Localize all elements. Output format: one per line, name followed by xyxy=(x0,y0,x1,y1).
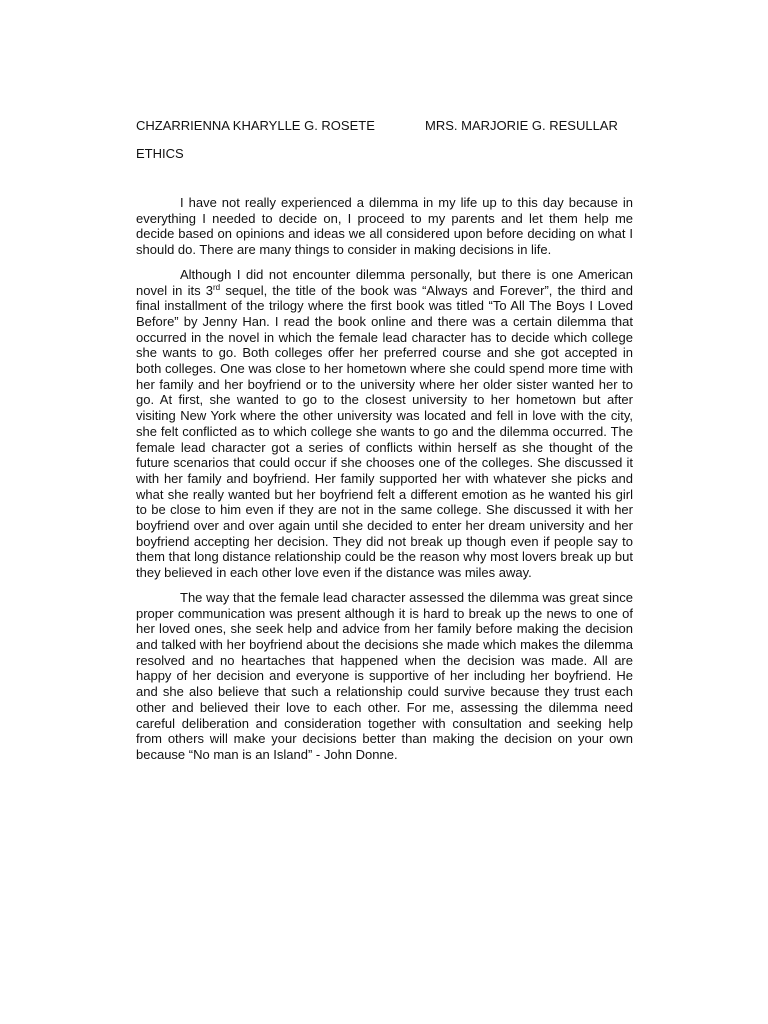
essay-body xyxy=(136,195,633,772)
paragraph-2 xyxy=(136,267,633,581)
paragraph-2-rest: sequel, the title of the book was “Always and Forever”, the third and final installment of the trilogy where the first book was titled “To All The Boys I Loved Before” by Jenny Han. I read the book online and there was a certain dilemma that occurred in the novel in which the female lead character has to decide which college she wants to go. Both colleges offer her preferred course and she got accepted in both colleges. One was close to her hometown where she could spend more time with her family and her boyfriend or to the university where her older sister wanted her to go. At first, she wanted to go to the closest university to her hometown but after visiting New York where the other university was located and fell in love with the city, she felt conflicted as to which college she wants to go and the dilemma occurred. The female lead character got a series of conflicts within herself as she thought of the future scenarios that could occur if she chooses one of the colleges. She discussed it with her family and boyfriend. Her family supported her with whatever she picks and what she really wanted but her boyfriend felt a different emotion as he wanted his girl to be close to him even if they are not in the same college. She discussed it with her boyfriend over and over again until she decided to enter her dream university and her boyfriend accepting her decision. They did not break up though even if people say to them that long distance relationship could be the reason why most lovers break up but they believed in each other love even if the distance was miles away. xyxy=(136,282,634,581)
author-name: CHZARRIENNA KHARYLLE G. ROSETE xyxy=(136,118,375,133)
paragraph-2-start: Although I did not encounter dilemma personally, but there is one American novel in its 3 xyxy=(136,266,633,298)
teacher-name: MRS. MARJORIE G. RESULLAR xyxy=(425,118,618,133)
ordinal-superscript: rd xyxy=(213,282,221,292)
subject-title: ETHICS xyxy=(136,146,184,161)
paragraph-3: The way that the female lead character assessed the dilemma was great since proper communication was present although it is hard to break up the news to one of her loved ones, she seek help and advice from her family before making the decision and talked with her boyfriend about the decisions she made which makes the dilemma resolved and no heartaches that happened when the decision was made. All are happy of her decision and everyone is supportive of her including her boyfriend. He and she also believe that such a relationship could survive because they trust each other and believed their love to each other. For me, assessing the dilemma need careful deliberation and consideration together with consultation and seeking help from others will make your decisions better than making the decision on your own because “No man is an Island” - John Donne. xyxy=(136,589,633,762)
paragraph-1: I have not really experienced a dilemma in my life up to this day because in everything I needed to decide on, I proceed to my parents and let them help me decide based on opinions and ideas we all considered upon before deciding on what I should do. There are many things to consider in making decisions in life. xyxy=(136,195,633,258)
